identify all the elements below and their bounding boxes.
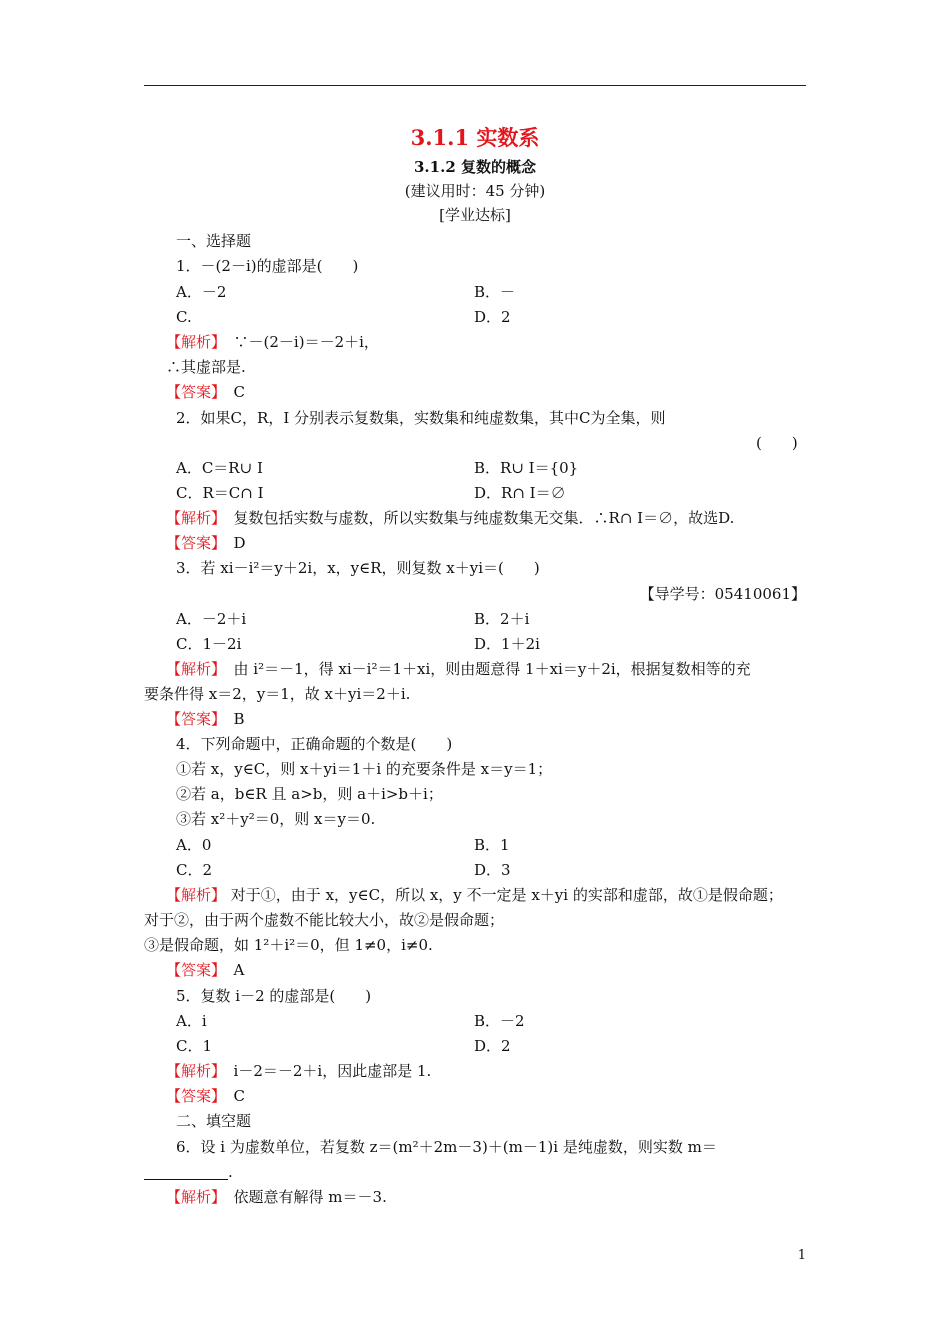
solution-text: 复数包括实数与虚数，所以实数集与纯虚数集无交集．∴R∩ I＝∅，故选D. (233, 509, 735, 527)
solution-label: 【解析】 (166, 1188, 219, 1206)
option-a: A．－2＋i (176, 610, 247, 628)
option-a: A．i (176, 1012, 207, 1030)
solution-text: 由 i²＝－1，得 xi－i²＝1＋xi，则由题意得 1＋xi＝y＋2i，根据复数相等的充 (233, 660, 751, 678)
option-d: D．R∩ I＝∅ (474, 484, 566, 502)
answer (166, 1086, 245, 1106)
answer (166, 709, 245, 729)
solution-text: ∵－(2－i)＝－2＋i， (233, 333, 379, 351)
option-d: D．3 (474, 861, 511, 879)
header-rule (144, 85, 806, 86)
solution (166, 885, 783, 905)
solution (166, 659, 751, 679)
solution-label: 【解析】 (166, 509, 219, 527)
option-a: A．0 (176, 836, 212, 854)
answer-label: 【答案】 (166, 710, 219, 728)
question-stem: 3．若 xi－i²＝y＋2i，x，y∈R，则复数 x＋yi＝( ) (176, 559, 540, 577)
blank-line (144, 1165, 228, 1180)
option-d: D．2 (474, 308, 511, 326)
answer-text: A (233, 961, 245, 979)
option-d: D．2 (474, 1037, 511, 1055)
solution-text: 对于①，由于 x，y∈C，所以 x，y 不一定是 x＋yi 的实部和虚部，故①是假命题； (230, 886, 783, 904)
question-stem: 1．－(2－i)的虚部是( ) (176, 257, 359, 275)
option-c: C．1 (176, 1037, 213, 1055)
option-c: C. (176, 308, 192, 326)
solution-label: 【解析】 (166, 333, 219, 351)
solution-cont: 要条件得 x＝2，y＝1，故 x＋yi＝2＋i. (144, 685, 411, 703)
answer-label: 【答案】 (166, 534, 219, 552)
page-title: 3.1.1 实数系 (410, 125, 540, 150)
option-a: A．－2 (176, 283, 227, 301)
section-heading: 一、选择题 (176, 232, 252, 250)
answer (166, 960, 244, 980)
proposition-2: ②若 a，b∈R 且 a>b，则 a＋i>b＋i； (176, 785, 443, 803)
option-b: B．－ (474, 283, 516, 301)
solution-text: i－2＝－2＋i，因此虚部是 1. (233, 1062, 432, 1080)
answer-text: D (233, 534, 246, 552)
answer-text: B (233, 710, 245, 728)
answer-text: C (233, 1087, 246, 1105)
answer (166, 382, 245, 402)
option-c: C．1－2i (176, 635, 242, 653)
proposition-3: ③若 x²＋y²＝0，则 x＝y＝0. (176, 810, 376, 828)
answer-label: 【答案】 (166, 383, 219, 401)
question-stem: 6．设 i 为虚数单位，若复数 z＝(m²＋2m－3)＋(m－1)i 是纯虚数，则实数 m＝ (176, 1138, 717, 1156)
guide-number: 【导学号：05410061】 (639, 585, 806, 603)
question-stem: 2．如果C，R，I 分别表示复数集，实数集和纯虚数集，其中C为全集，则 (176, 409, 666, 427)
option-d: D．1＋2i (474, 635, 540, 653)
page-subtitle: 3.1.2 复数的概念 (414, 158, 536, 176)
solution-label: 【解析】 (166, 660, 219, 678)
option-b: B．1 (474, 836, 510, 854)
solution (166, 508, 734, 528)
option-c: C．R＝C∩ I (176, 484, 264, 502)
answer-text: C (233, 383, 246, 401)
answer-paren: ( ) (756, 434, 798, 452)
option-b: B．2＋i (474, 610, 530, 628)
solution-text: 依题意有解得 m＝－3. (233, 1188, 387, 1206)
solution (166, 332, 379, 352)
question-stem: 5．复数 i－2 的虚部是( ) (176, 987, 372, 1005)
option-b: B．R∪ I＝{0} (474, 459, 579, 477)
solution-label: 【解析】 (166, 886, 227, 904)
suggested-time: (建议用时：45 分钟) (404, 182, 546, 200)
solution-cont: ③是假命题，如 1²＋i²＝0，但 1≠0，i≠0. (144, 936, 433, 954)
solution-label: 【解析】 (166, 1062, 219, 1080)
solution-cont: 对于②，由于两个虚数不能比较大小，故②是假命题； (144, 911, 505, 929)
level-label: [学业达标] (439, 206, 511, 224)
answer (166, 533, 246, 553)
fill-blank (144, 1162, 233, 1182)
solution-cont: ∴其虚部是. (166, 358, 246, 376)
option-a: A．C＝R∪ I (176, 459, 263, 477)
section-heading: 二、填空题 (176, 1112, 252, 1130)
question-stem: 4．下列命题中，正确命题的个数是( ) (176, 735, 453, 753)
proposition-1: ①若 x，y∈C，则 x＋yi＝1＋i 的充要条件是 x＝y＝1； (176, 760, 553, 778)
solution (166, 1061, 431, 1081)
answer-label: 【答案】 (166, 961, 219, 979)
page-number: 1 (797, 1248, 806, 1263)
option-c: C．2 (176, 861, 213, 879)
option-b: B．－2 (474, 1012, 525, 1030)
solution (166, 1187, 387, 1207)
answer-label: 【答案】 (166, 1087, 219, 1105)
blank-end: . (228, 1163, 233, 1181)
